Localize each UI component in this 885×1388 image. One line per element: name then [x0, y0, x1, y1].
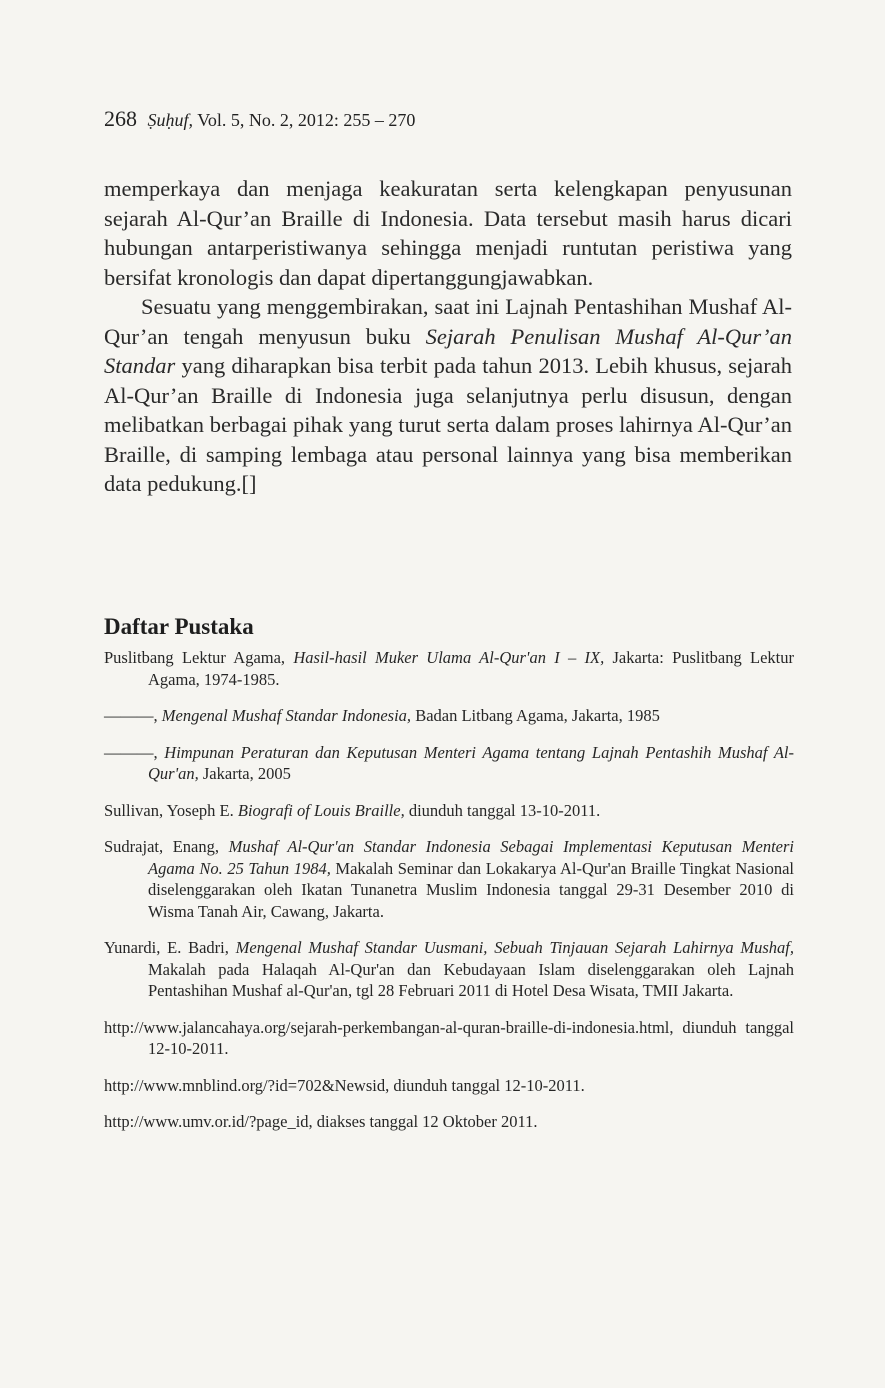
page-number: 268: [104, 106, 137, 131]
paragraph-2: [104, 292, 792, 499]
reference-publisher: Jakarta, 2005: [198, 764, 291, 783]
reference-title: Himpunan Peraturan dan Keputusan Menteri Agama tentang Lajnah Pentashih Mushaf Al-Qur'an,: [148, 742, 794, 783]
reference-title: Mushaf Al-Qur'an Standar Indonesia Sebagai Implementasi Keputusan Menteri Agama No. 25 Tahun 1984,: [148, 837, 794, 878]
reference-item: [104, 800, 794, 822]
paragraph-1: memperkaya dan menjaga keakuratan serta kelengkapan penyusunan sejarah Al-Qur’an Braille di Indonesia. Data tersebut masih harus dicari hubungan antarperistiwanya sehingga menjadi runtutan peristiwa yang bersifat kronologis dan dapat dipertanggungjawabkan.: [104, 176, 792, 290]
reference-author: Sullivan, Yoseph E.: [104, 800, 238, 820]
reference-author: ———,: [104, 742, 165, 762]
reference-author: Yunardi, E. Badri,: [104, 938, 236, 957]
reference-publisher: Jakarta: Puslitbang Lektur Agama, 1974-1985.: [148, 648, 794, 689]
reference-title: Mengenal Mushaf Standar Uusmani, Sebuah Tinjauan Sejarah Lahirnya Mushaf,: [235, 938, 794, 957]
reference-author: Puslitbang Lektur Agama,: [104, 648, 294, 667]
reference-publisher: Makalah pada Halaqah Al-Qur'an dan Kebudayaan Islam diselenggarakan oleh Lajnah Pentashihan Mushaf al-Qur'an, tgl 28 Februari 2011 di Hotel Desa Wisata, TMII Jakarta.: [148, 959, 794, 1000]
references-heading: Daftar Pustaka: [104, 614, 254, 639]
reference-publisher: Badan Litbang Agama, Jakarta, 1985: [411, 706, 660, 725]
body-text: [104, 174, 792, 499]
reference-author: ———,: [104, 706, 162, 725]
reference-title: Biografi of Louis Braille,: [237, 800, 405, 820]
journal-citation: Vol. 5, No. 2, 2012: 255 – 270: [197, 110, 416, 130]
reference-url: http://www.mnblind.org/?id=702&Newsid, diunduh tanggal 12-10-2011.: [104, 1075, 585, 1095]
reference-item: [104, 705, 794, 727]
paragraph-2-part-a: Sesuatu yang menggembirakan, saat ini Lajnah Pentashihan Mushaf Al-Qur’an tengah menyusun buku: [104, 294, 792, 349]
reference-title: Hasil-hasil Muker Ulama Al-Qur'an I – IX,: [293, 648, 605, 667]
reference-item-url: [104, 1017, 794, 1060]
reference-title: Mengenal Mushaf Standar Indonesia,: [161, 706, 412, 725]
reference-item: [104, 937, 794, 1002]
references-list: [104, 647, 794, 1148]
reference-publisher: diunduh tanggal 13-10-2011.: [404, 800, 601, 820]
book-title: Sejarah Penulisan Mushaf Al-Qur’an Standar: [104, 323, 792, 378]
reference-item-url: [104, 1111, 794, 1133]
paragraph-2-part-b: yang diharapkan bisa terbit pada tahun 2013. Lebih khusus, sejarah Al-Qur’an Braille di Indonesia juga selanjutnya perlu disusun, dengan melibatkan berbagai pihak yang turut serta dalam proses lahirnya Al-Qur’an Braille, di samping lembaga atau personal lainnya yang bisa memberikan data pedukung.[]: [104, 353, 792, 496]
reference-item: [104, 742, 794, 785]
journal-name: Ṣuḥuf,: [147, 110, 194, 130]
reference-author: Sudrajat, Enang,: [104, 837, 229, 856]
reference-item: [104, 647, 794, 690]
reference-item: [104, 836, 794, 922]
reference-publisher: Makalah Seminar dan Lokakarya Al-Qur'an Braille Tingkat Nasional diselenggarakan oleh Ikatan Tunanetra Muslim Indonesia tanggal 29-31 Desember 2010 di Wisma Tanah Air, Cawang, Jakarta.: [148, 858, 794, 921]
reference-url: http://www.jalancahaya.org/sejarah-perkembangan-al-quran-braille-di-indonesia.html, diunduh tanggal 12-10-2011.: [104, 1017, 794, 1058]
reference-item-url: [104, 1075, 794, 1097]
running-header: [104, 106, 415, 132]
reference-url: http://www.umv.or.id/?page_id, diakses tanggal 12 Oktober 2011.: [104, 1112, 538, 1131]
